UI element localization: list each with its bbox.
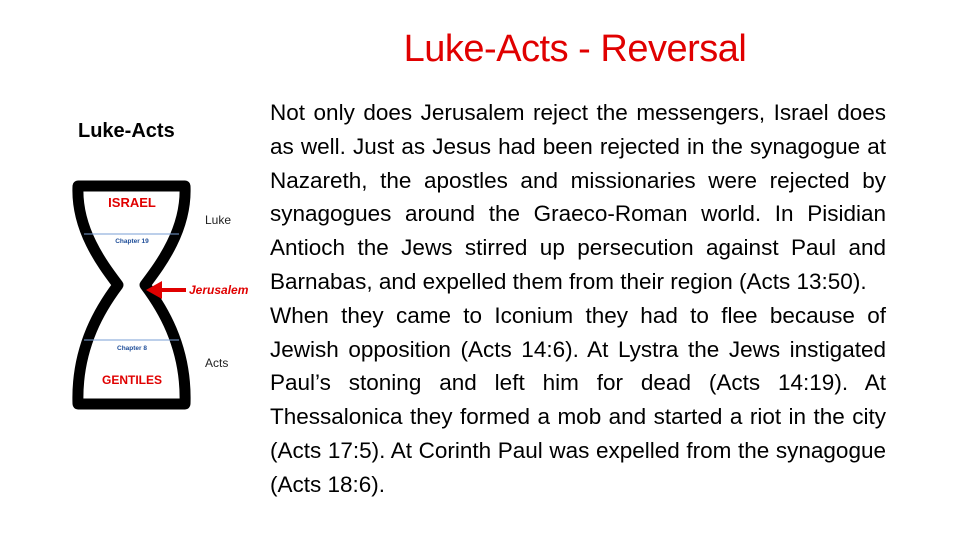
- body-text: [270, 96, 886, 502]
- chapter-8-label: Chapter 8: [117, 345, 147, 352]
- acts-label: Acts: [205, 356, 229, 370]
- body-paragraph-1: Not only does Jerusalem reject the messengers, Israel does as well. Just as Jesus had been rejected in the synagogue at Nazareth, the apostles and missionaries were rejected by synagogues around the Graeco-Roman world. In Pisidian Antioch the Jews stirred up persecution against Paul and Barnabas, and expelled them from their region (Acts 13:50).: [270, 100, 886, 294]
- diagram-title: Luke-Acts: [78, 120, 175, 142]
- chapter-19-label: Chapter 19: [115, 238, 149, 245]
- luke-label: Luke: [205, 213, 232, 227]
- hourglass-diagram: [60, 170, 260, 420]
- jerusalem-label: Jerusalem: [189, 283, 249, 297]
- israel-label: ISRAEL: [108, 195, 156, 210]
- hourglass-outline: [78, 186, 185, 404]
- gentiles-label: GENTILES: [101, 373, 163, 387]
- body-paragraph-2: When they came to Iconium they had to flee because of Jewish opposition (Acts 14:6). At Lystra the Jews instigated Paul’s stoning and left him for dead (Acts 14:19). At Thessalonica they formed a mob and started a riot in the city (Acts 17:5). At Corinth Paul was expelled from the synagogue (Acts 18:6).: [270, 302, 886, 497]
- slide-title: Luke-Acts - Reversal: [403, 28, 747, 70]
